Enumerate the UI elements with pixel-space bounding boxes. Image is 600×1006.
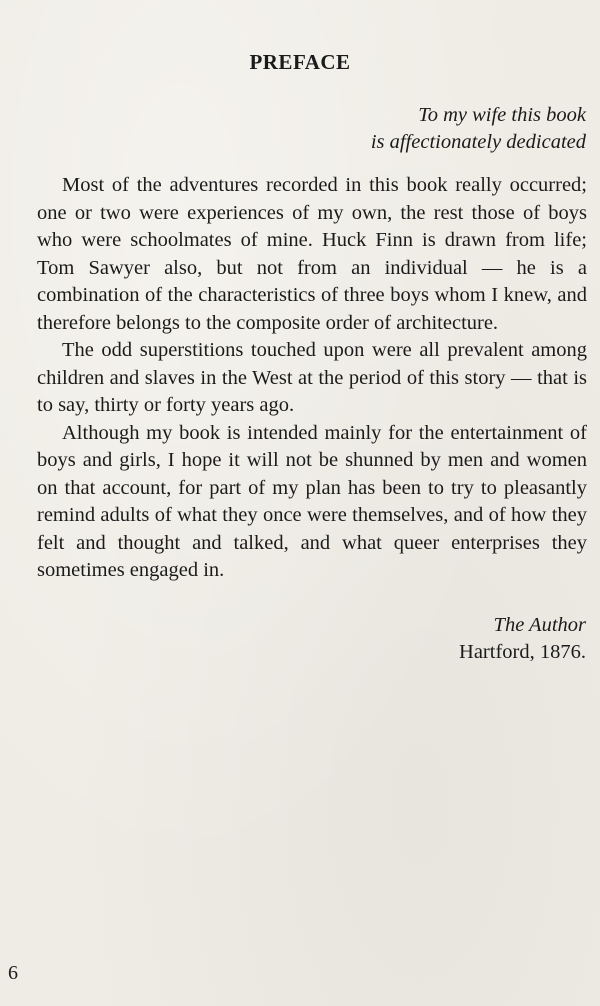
preface-body [37,172,587,585]
dedication-line-1: To my wife this book [418,104,586,126]
paragraph-1: Most of the adventures recorded in this book really occurred; one or two were experiences of my own, the rest those of boys who were schoolmates of mine. Huck Finn is drawn from life; Tom Sawyer also, but not from an individual — he is a combination of the characteristics of three boys whom I knew, and therefore belongs to the composite order of architecture. [37,174,587,334]
signature-author: The Author [493,614,586,636]
signature-place: Hartford, 1876. [459,641,586,663]
signature [186,612,586,666]
page-title: PREFACE [249,50,351,74]
page-number: 6 [8,962,18,984]
paragraph-2: The odd superstitions touched upon were all prevalent among children and slaves in the West at the period of this story — that is to say, thirty or forty years ago. [37,339,587,416]
dedication-line-2: is affectionately dedicated [370,131,586,153]
paragraph-3: Although my book is intended mainly for the entertainment of boys and girls, I hope it will not be shunned by men and women on that account, for part of my plan has been to try to pleasantly remind adults of what they once were themselves, and of how they felt and thought and talked, and what queer enterprises they sometimes engaged in. [37,421,587,581]
dedication [26,102,586,156]
